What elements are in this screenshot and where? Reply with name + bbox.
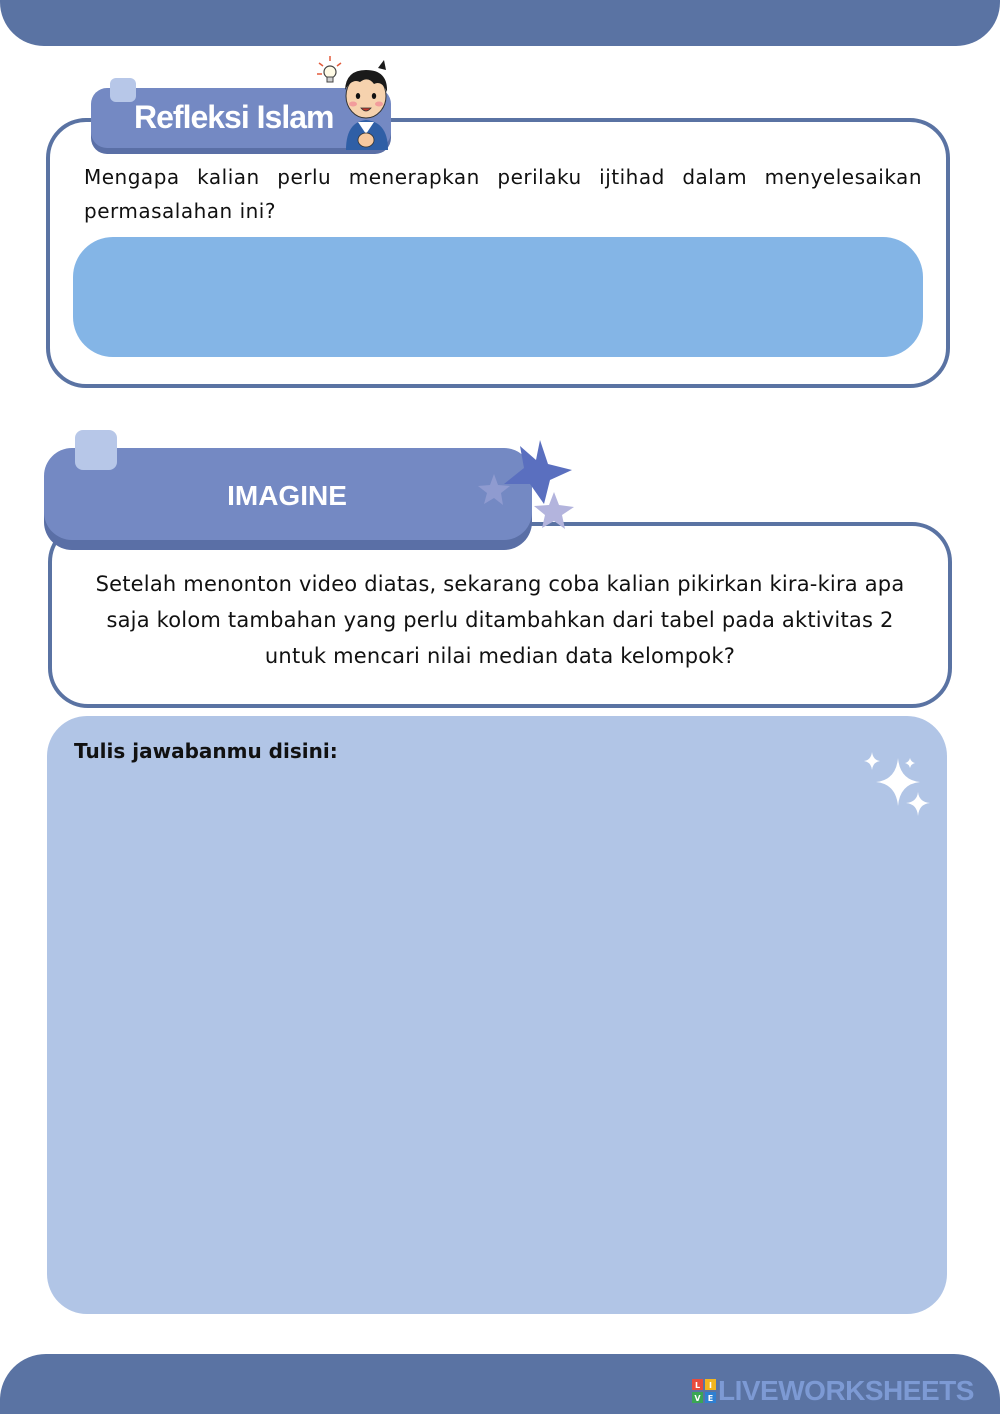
- lightbulb-icon: [317, 56, 341, 82]
- top-banner: [0, 0, 1000, 46]
- logo-letter: I: [709, 1381, 712, 1390]
- reflection-question: Mengapa kalian perlu menerapkan perilaku ijtihad dalam menyelesaikan permasalahan ini?: [84, 165, 922, 223]
- brand-name: LIVEWORKSHEETS: [718, 1375, 974, 1406]
- imagine-title: IMAGINE: [227, 480, 347, 511]
- sparkles-icon: [860, 748, 940, 830]
- tab-corner-square: [75, 430, 117, 470]
- star-large-icon: [504, 440, 572, 504]
- star-faded-icon: [478, 474, 510, 505]
- answer-text-area[interactable]: [47, 716, 947, 1314]
- boy-with-lightbulb-icon: [316, 50, 396, 154]
- reflection-title: Refleksi Islam: [134, 99, 334, 135]
- stars-icon: [470, 436, 580, 540]
- logo-letter: E: [707, 1394, 714, 1403]
- answer-label: Tulis jawabanmu disini:: [74, 739, 338, 763]
- reflection-answer-box[interactable]: [73, 237, 923, 357]
- imagine-question: Setelah menonton video diatas, sekarang coba kalian pikirkan kira-kira apa saja kolom tambahan yang perlu ditambahkan dari tabel pada aktivitas 2 untuk mencari nilai median data kelompok?: [95, 572, 905, 668]
- logo-letter: V: [694, 1394, 701, 1403]
- liveworksheets-logo-icon: [692, 1379, 716, 1403]
- liveworksheets-brand: [692, 1374, 988, 1408]
- logo-letter: L: [694, 1381, 701, 1390]
- tab-corner-square: [110, 78, 136, 102]
